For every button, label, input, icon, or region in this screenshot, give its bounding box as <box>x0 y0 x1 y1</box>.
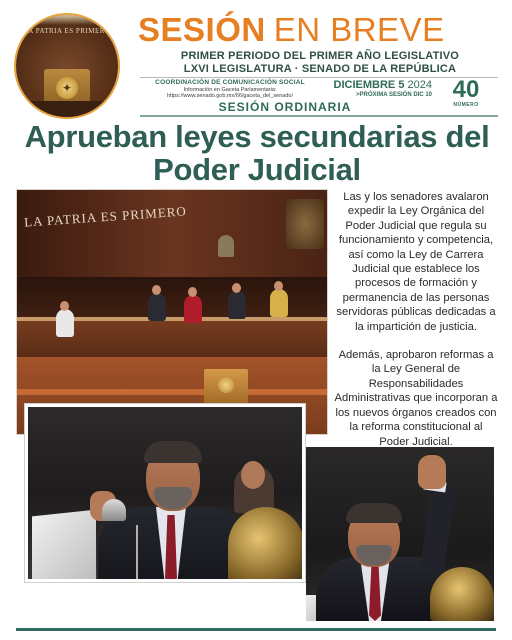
footer-bar <box>16 628 496 631</box>
logo-lights <box>16 15 118 25</box>
article-paragraph-1: Las y los senadores avalaron expedir la Ley Orgánica del Poder Judicial que regula su funcionamiento y competencia, así como la Ley de Carrera Judicial que establece los procesos de formación y permanencia de las personas servidoras públicas dedicadas a la impartición de justicia. <box>336 191 496 333</box>
article-paragraph-2: Además, aprobaron reformas a la Ley General de Responsabilidades Administrativas que incorporan a los nuevos órganos creados con la reforma constitucional al Poder Judicial. <box>334 349 498 448</box>
coordination-title: COORDINACIÓN DE COMUNICACIÓN SOCIAL <box>155 79 305 86</box>
senate-chamber-logo <box>16 15 118 117</box>
chamber-wall-motto: LA PATRIA ES PRIMERO <box>23 203 188 230</box>
gazette-label: Información en Gaceta Parlamentaria: <box>183 87 277 93</box>
senator-hair <box>144 441 202 463</box>
coordination-block <box>140 79 320 99</box>
session-year: 2024 <box>407 79 432 91</box>
gilded-ornament <box>228 507 304 582</box>
raised-hand-icon <box>418 455 446 489</box>
senator-hair <box>346 503 402 523</box>
masthead-part1: SESIÓN <box>138 11 266 48</box>
microphone-stand <box>136 525 138 582</box>
raised-arm <box>420 484 455 571</box>
logo-desk <box>16 101 118 117</box>
session-day-month: DICIEMBRE 5 <box>333 79 405 91</box>
next-session: >PRÓXIMA SESIÓN DIC 10 <box>356 92 432 98</box>
laptop-screen <box>32 510 96 582</box>
logo-seal-icon: ✦ <box>56 77 78 99</box>
issue-number-label: NÚMERO <box>453 102 479 108</box>
issue-number: 40 <box>452 76 480 103</box>
session-type: SESIÓN ORDINARIA <box>218 100 352 114</box>
senator-vote-photo <box>306 447 494 621</box>
session-date <box>332 79 432 91</box>
article-body <box>334 190 498 449</box>
bell-icon <box>102 499 126 521</box>
senator-bell-photo <box>25 404 305 582</box>
date-block <box>332 79 432 98</box>
gilded-ornament <box>430 567 494 621</box>
masthead-part2: EN BREVE <box>273 11 445 48</box>
subtitle-legislature: LXVI LEGISLATURA · SENADO DE LA REPÚBLICA <box>183 63 457 75</box>
logo-motto: LA PATRIA ES PRIMERO <box>23 27 111 35</box>
background-person-head <box>241 461 265 489</box>
gazette-link[interactable]: https://www.senado.gob.mx/66/gaceta_del_senado/ <box>167 93 293 99</box>
issue-number-block <box>438 78 494 108</box>
subtitle-period: PRIMER PERIODO DEL PRIMER AÑO LEGISLATIVO <box>180 50 460 62</box>
photo-frame <box>16 189 328 435</box>
headline: Aprueban leyes secundarias del Poder Judicial <box>24 119 490 187</box>
session-divider <box>140 115 498 117</box>
masthead <box>138 12 498 48</box>
